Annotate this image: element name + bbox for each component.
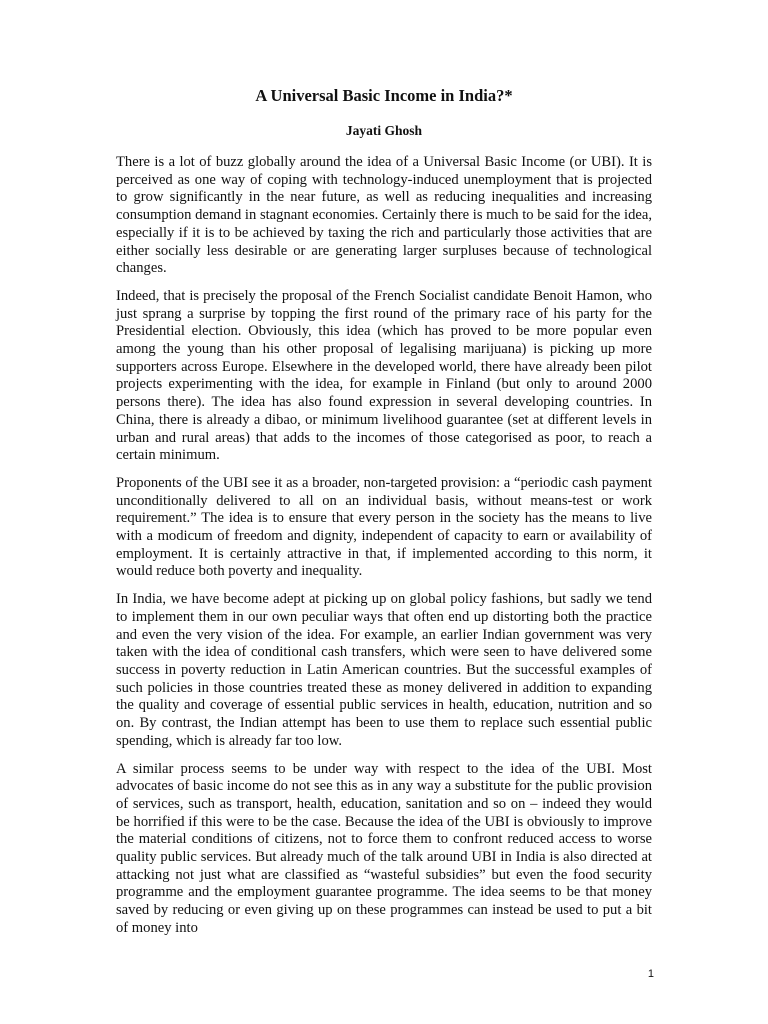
paragraph-2: Indeed, that is precisely the proposal of the French Socialist candidate Benoit Hamon, who just sprang a surprise by topping the first round of the primary race of his party for the Presidential election. Obviously, this idea (which has proved to be more popular even among the young than his other proposal of legalising marijuana) is picking up more supporters across Europe. Elsewhere in the developed world, there have already been pilot projects experimenting with the idea, for example in Finland (but only to around 2000 persons there). The idea has also found expression in several developing countries. In China, there is already a dibao, or minimum livelihood guarantee (set at different levels in urban and rural areas) that adds to the incomes of those categorised as poor, to reach a certain minimum.: [116, 287, 652, 464]
document-title: A Universal Basic Income in India?*: [255, 86, 513, 105]
document-body: [116, 154, 652, 948]
paragraph-4: In India, we have become adept at picking up on global policy fashions, but sadly we tend to implement them in our own peculiar ways that often end up distorting both the practice and even the very vision of the idea. For example, an earlier Indian government was very taken with the idea of conditional cash transfers, which were seen to have delivered some success in poverty reduction in Latin American countries. But the successful examples of such policies in those countries treated these as money delivered in addition to expanding the quality and coverage of essential public services in health, education, nutrition and so on. By contrast, the Indian attempt has been to use them to replace such essential public spending, which is already far too low.: [116, 591, 652, 749]
paragraph-3: Proponents of the UBI see it as a broader, non-targeted provision: a “periodic cash payment unconditionally delivered to all on an individual basis, without means-test or work requirement.” The idea is to ensure that every person in the society has the means to live with a modicum of freedom and dignity, independent of capacity to earn or availability of employment. It is certainly attractive in that, if implemented according to this norm, it would reduce both poverty and inequality.: [116, 474, 652, 580]
document-author: Jayati Ghosh: [345, 123, 423, 138]
paragraph-5: A similar process seems to be under way with respect to the idea of the UBI. Most advocates of basic income do not see this as in any way a substitute for the public provision of services, such as transport, health, education, sanitation and so on – indeed they would be horrified if this were to be the case. Because the idea of the UBI is obviously to improve the material conditions of citizens, not to force them to confront reduced access to worse quality public services. But already much of the talk around UBI in India is also directed at attacking not just what are classified as “wasteful subsidies” but even the food security programme and the employment guarantee programme. The idea seems to be that money saved by reducing or even giving up on these programmes can instead be used to put a bit of money into: [116, 760, 652, 936]
paragraph-1: There is a lot of buzz globally around the idea of a Universal Basic Income (or UBI). It is perceived as one way of coping with technology-induced unemployment that is projected to grow significantly in the near future, as well as reducing inequalities and increasing consumption demand in stagnant economies. Certainly there is much to be said for the idea, especially if it is to be achieved by taxing the rich and particularly those activities that are either socially less desirable or are generating larger surpluses because of technological changes.: [116, 154, 652, 277]
page-number: 1: [647, 968, 654, 980]
